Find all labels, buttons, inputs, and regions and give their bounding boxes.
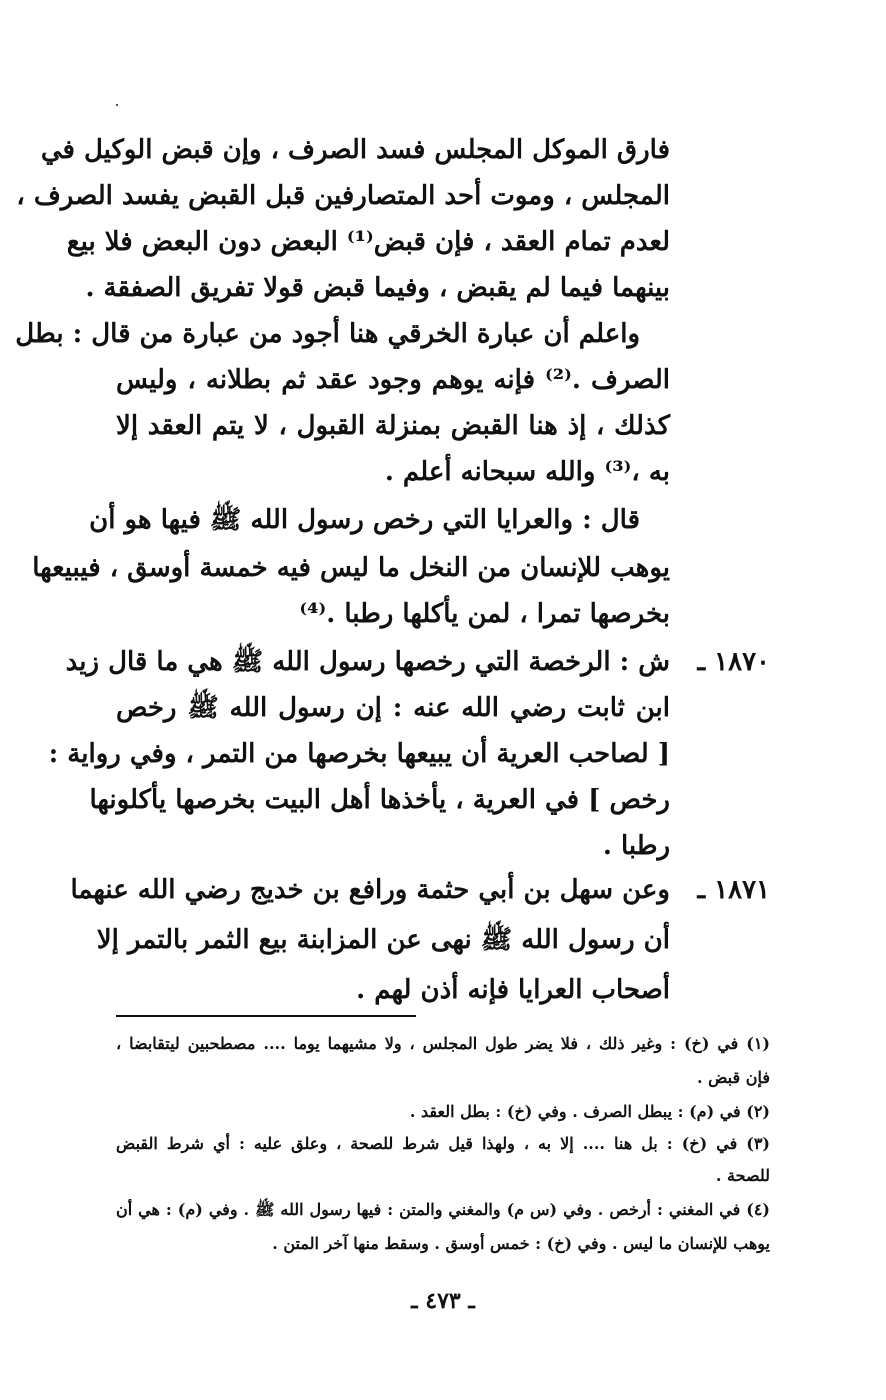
footnote-line: يوهب للإنسان ما ليس . وفي (خ) : خمس أوسق . وسقط منها آخر المتن .	[272, 1234, 770, 1253]
text-line: واعلم أن عبارة الخرقي هنا أجود من عبارة من قال : بطل	[15, 319, 640, 349]
text-line: [ لصاحب العرية أن يبيعها بخرصها من التمر ، وفي رواية :	[48, 739, 670, 769]
text-line: ش : الرخصة التي رخصها رسول الله ﷺ هي ما قال زيد	[65, 647, 670, 677]
text-line: وعن سهل بن أبي حثمة ورافع بن خديج رضي الله عنهما	[70, 875, 670, 905]
page-number: ـ ٤٧٣ ـ	[411, 1288, 475, 1314]
text-line: فارق الموكل المجلس فسد الصرف ، وإن قبض الوكيل في	[40, 135, 670, 165]
stray-mark	[116, 104, 118, 106]
text-line: رخص ] في العرية ، يأخذها أهل البيت بخرصها يأكلونها	[89, 785, 670, 815]
text-line: ابن ثابت رضي الله عنه : إن رسول الله ﷺ رخص	[116, 693, 670, 723]
text-line: بخرصها تمرا ، لمن يأكلها رطبا .⁽⁴⁾	[299, 599, 670, 629]
text-line: بينهما فيما لم يقبض ، وفيما قبض قولا تفريق الصفقة .	[85, 273, 670, 303]
text-line: كذلك ، إذ هنا القبض بمنزلة القبول ، لا يتم العقد إلا	[116, 411, 670, 441]
footnote-line: (٢) في (م) : يبطل الصرف . وفي (خ) : بطل العقد .	[409, 1102, 770, 1121]
footnote-line: فإن قبض .	[696, 1068, 770, 1087]
paragraph-number: ١٨٧٠ ـ	[697, 647, 770, 677]
text-line: لعدم تمام العقد ، فإن قبض⁽¹⁾ البعض دون البعض فلا بيع	[66, 227, 670, 257]
text-line: رطبا .	[602, 831, 670, 861]
paragraph-number: ١٨٧١ ـ	[697, 875, 770, 905]
footnote-divider	[116, 1015, 416, 1017]
footnote-line: للصحة .	[715, 1166, 770, 1185]
text-line: قال : والعرايا التي رخص رسول الله ﷺ فيها هو أن	[89, 505, 640, 535]
text-line: المجلس ، وموت أحد المتصارفين قبل القبض يفسد الصرف ،	[16, 181, 670, 211]
text-line: أصحاب العرايا فإنه أذن لهم .	[356, 975, 670, 1005]
text-line: يوهب للإنسان من النخل ما ليس فيه خمسة أوسق ، فيبيعها	[32, 553, 670, 583]
text-line: أن رسول الله ﷺ نهى عن المزابنة بيع الثمر بالتمر إلا	[96, 925, 670, 955]
text-line: الصرف .⁽²⁾ فإنه يوهم وجود عقد ثم بطلانه ، وليس	[116, 365, 670, 395]
footnote-line: (٤) في المغني : أرخص . وفي (س م) والمغني والمتن : فيها رسول الله ﷺ . وفي (م) : هي أن	[116, 1200, 770, 1219]
footnote-line: (٣) في (خ) : بل هنا .... إلا به ، ولهذا قيل شرط للصحة ، وعلق عليه : أي شرط القبض	[116, 1134, 770, 1153]
text-line: به ،⁽³⁾ والله سبحانه أعلم .	[384, 457, 670, 487]
footnote-line: (١) في (خ) : وغير ذلك ، فلا يضر طول المجلس ، ولا مشيهما يوما .... مصطحبين ليتقابضا ،	[116, 1034, 770, 1053]
